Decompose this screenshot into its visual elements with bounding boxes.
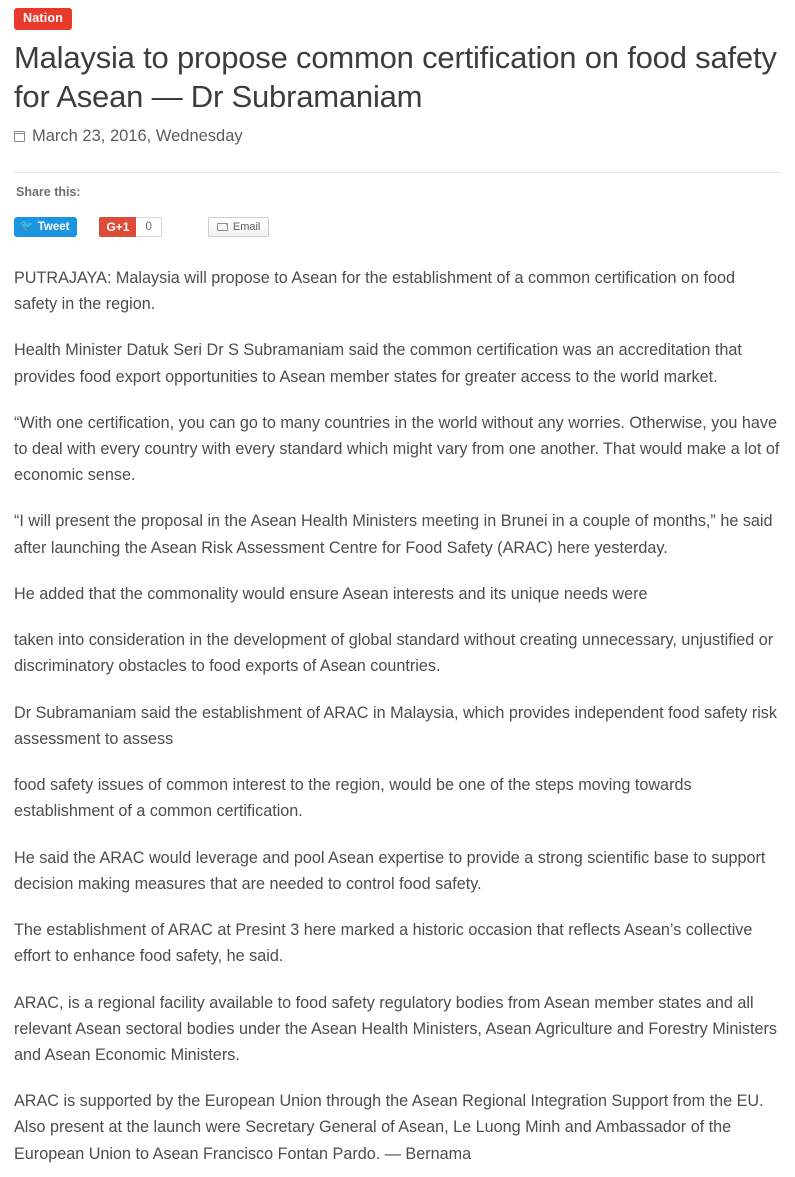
calendar-icon (14, 131, 25, 142)
email-button-label: Email (232, 220, 261, 233)
article-paragraph: PUTRAJAYA: Malaysia will propose to Asean for the establishment of a common certification on food safety in the region. (14, 268, 735, 314)
article-paragraph: food safety issues of common interest to the region, would be one of the steps moving towards establishment of a common certification. (14, 776, 692, 821)
article-paragraph: ARAC is supported by the European Union through the Asean Regional Integration Support from the EU. Also present at the launch were Secretary General of Asean, Le Luong Minh and Ambassador of the European Union to Asean Francisco Fontan Pardo. — Bernama (14, 1092, 764, 1163)
twitter-icon: 🐦 (20, 220, 34, 233)
divider (14, 172, 781, 173)
email-button[interactable] (208, 217, 270, 237)
article-paragraph: “With one certification, you can go to many countries in the world without any worries. Otherwise, you have to deal with every country with every standard which might vary from one another. That would make a lot of economic sense. (14, 413, 780, 485)
google-plus-count[interactable]: 0 (136, 217, 161, 237)
tweet-button[interactable] (14, 217, 77, 237)
article-paragraph: Dr Subramaniam said the establishment of ARAC in Malaysia, which provides independent food safety risk assessment to assess (14, 703, 777, 748)
category-badge[interactable]: Nation (14, 8, 72, 30)
article-paragraph: Health Minister Datuk Seri Dr S Subramaniam said the common certification was an accreditation that provides food export opportunities to Asean member states for greater access to the world market. (14, 341, 742, 386)
article-paragraph: ARAC, is a regional facility available to food safety regulatory bodies from Asean member states and all relevant Asean sectoral bodies under the Asean Health Ministers, Asean Agriculture and Forestry Ministers and Asean Economic Ministers. (14, 993, 778, 1064)
article-paragraph: He said the ARAC would leverage and pool Asean expertise to provide a strong scientific base to support decision making measures that are needed to control food safety. (14, 848, 766, 893)
article-paragraph: taken into consideration in the development of global standard without creating unnecessary, unjustified or discriminatory obstacles to food exports of Asean countries. (14, 631, 774, 676)
article-paragraph: “I will present the proposal in the Asean Health Ministers meeting in Brunei in a couple of months,” he said after launching the Asean Risk Assessment Centre for Food Safety (ARAC) here yesterday. (14, 512, 773, 557)
publish-date: March 23, 2016, Wednesday (32, 126, 243, 145)
tweet-button-label: Tweet (37, 220, 70, 233)
google-plus-button[interactable]: G+1 (99, 217, 136, 237)
share-label: Share this: (16, 184, 81, 199)
share-buttons (14, 215, 781, 239)
category-row (14, 8, 781, 30)
article-paragraph: He added that the commonality would ensure Asean interests and its unique needs were (14, 584, 648, 603)
article-body (14, 265, 781, 1167)
envelope-icon (217, 223, 228, 231)
google-plus-share (99, 217, 161, 237)
article-paragraph: The establishment of ARAC at Presint 3 here marked a historic occasion that reflects Asean’s collective effort to enhance food safety, he said. (14, 921, 753, 966)
page-title: Malaysia to propose common certification on food safety for Asean — Dr Subramaniam (14, 39, 777, 115)
byline (14, 127, 781, 146)
